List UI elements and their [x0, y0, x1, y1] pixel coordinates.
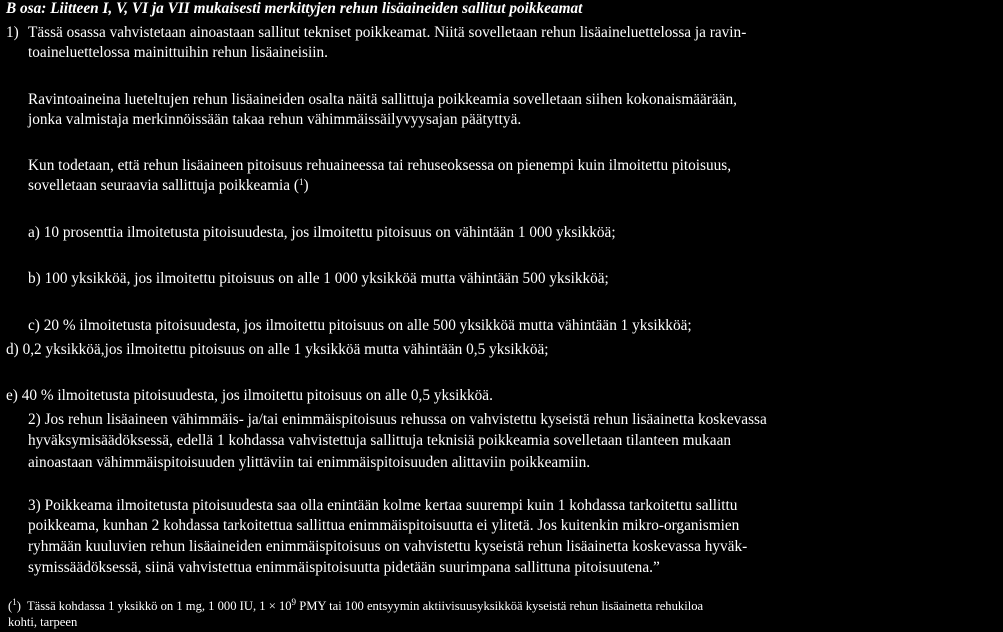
- list-item-b: b) 100 yksikköä, jos ilmoitettu pitoisuus on alle 1 000 yksikköä mutta vähintään 500 yksikköä;: [28, 270, 609, 287]
- section-heading: B osa: Liitteen I, V, VI ja VII mukaisesti merkittyjen rehun lisäaineiden sallitut poikkeamat: [6, 0, 583, 17]
- paragraph-2-line-1: Ravintoaineina lueteltujen rehun lisäaineiden osalta näitä sallittuja poikkeamia sovelletaan siihen kokonaismäärään,: [28, 91, 737, 108]
- footnote-line-2: kohti, tarpeen: [8, 615, 78, 629]
- list-item-d: d) 0,2 yksikköä,jos ilmoitettu pitoisuus on alle 1 yksikköä mutta vähintään 0,5 yksikköä;: [6, 341, 549, 358]
- paragraph-1-number: 1): [6, 24, 19, 41]
- paragraph-5-line-1: 3) Poikkeama ilmoitetusta pitoisuudesta saa olla enintään kolme kertaa suurempi kuin 1 kohdassa tarkoitettu sallittu: [28, 497, 738, 514]
- paragraph-5-line-2: poikkeama, kunhan 2 kohdassa tarkoitettua sallittua enimmäispitoisuutta ei ylitetä. Jos kuitenkin mikro-organismien: [28, 517, 740, 534]
- footnote-marker: 1: [12, 597, 17, 607]
- paragraph-5-line-4: symissäädöksessä, siinä vahvistettua enimmäispitoisuutta pidetään suurimpana sallittuna pitoisuutena.”: [28, 559, 660, 576]
- paragraph-2-line-2: jonka valmistaja merkinnöissään takaa rehun vähimmäissäilyvyysajan päätyttyä.: [28, 111, 522, 128]
- list-item-e: e) 40 % ilmoitetusta pitoisuudesta, jos ilmoitettu pitoisuus on alle 0,5 yksikköä.: [6, 387, 493, 404]
- footnote-line-1: ($^1$) Tässä kohdassa 1 yksikkö on 1 mg, 1 000 IU, $1 \times 10^9$ PMY tai 100 entsyymin aktiivisuusyksikköä kyseistä rehun lisäainetta rehukiloa: [8, 597, 704, 613]
- paragraph-1-line-2: toaineluettelossa mainittuihin rehun lisäaineisiin.: [28, 44, 328, 61]
- paragraph-5-line-3: ryhmään kuuluvien rehun lisäaineiden enimmäispitoisuus on vahvistettu kyseistä rehun lisäainetta koskevassa hyväk-: [28, 538, 748, 555]
- paragraph-4-line-1: 2) Jos rehun lisäaineen vähimmäis- ja/tai enimmäispitoisuus rehussa on vahvistettu kyseistä rehun lisäainetta koskevassa: [28, 411, 767, 428]
- list-item-c: c) 20 % ilmoitetusta pitoisuudesta, jos ilmoitettu pitoisuus on alle 500 yksikköä mutta vähintään 1 yksikköä;: [28, 317, 692, 334]
- footnote-exponent: 9: [291, 597, 297, 607]
- paragraph-4-line-3: ainoastaan vähimmäispitoisuuden ylittäviin tai enimmäispitoisuuden alittaviin poikkeamiin.: [28, 454, 591, 471]
- paragraph-3-line-1: Kun todetaan, että rehun lisäaineen pitoisuus rehuaineessa tai rehuseoksessa on pienempi kuin ilmoitettu pitoisuus,: [28, 157, 732, 174]
- footnote-reference: 1: [299, 177, 304, 187]
- list-item-a: a) 10 prosenttia ilmoitetusta pitoisuudesta, jos ilmoitettu pitoisuus on vähintään 1 000 yksikköä;: [28, 224, 616, 241]
- paragraph-4-line-2: hyväksymisäädöksessä, edellä 1 kohdassa vahvistettuja sallittuja teknisiä poikkeamia sovelletaan tilanteen mukaan: [28, 432, 732, 449]
- paragraph-1-line-1: Tässä osassa vahvistetaan ainoastaan sallitut tekniset poikkeamat. Niitä sovelletaan rehun lisäaineluettelossa ja ravin-: [28, 24, 747, 41]
- paragraph-3-line-2: sovelletaan seuraavia sallittuja poikkeamia ($^1$): [28, 177, 309, 194]
